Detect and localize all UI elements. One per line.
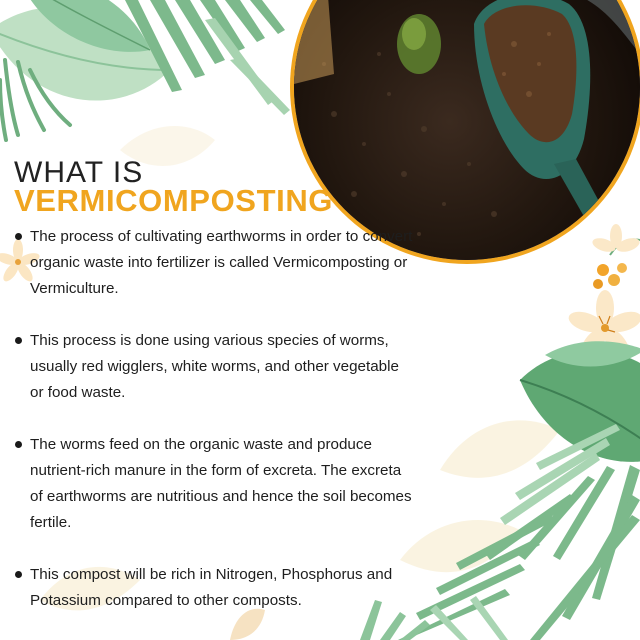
page-title-line1: WHAT IS xyxy=(14,156,144,189)
bullet-dot-icon xyxy=(15,337,22,344)
page-title-line2: VERMICOMPOSTING xyxy=(14,183,334,218)
bullet-text: The process of cultivating earthworms in order to convert organic waste into fertilizer is called Vermicomposting or Vermiculture. xyxy=(30,228,413,297)
bullet-text: This compost will be rich in Nitrogen, Phosphorus and Potassium compared to other composts. xyxy=(30,566,393,609)
bullet-text: The worms feed on the organic waste and produce nutrient-rich manure in the form of excreta. The excreta of earthworms are nutritious and hence the soil becomes fertile. xyxy=(30,436,412,531)
bullet-dot-icon xyxy=(15,233,22,240)
bullet-text: This process is done using various species of worms, usually red wigglers, white worms, and other vegetable or food waste. xyxy=(30,332,399,401)
list-item xyxy=(14,562,414,614)
bullet-dot-icon xyxy=(15,571,22,578)
flower-icon xyxy=(591,224,640,254)
bullet-list xyxy=(14,224,414,640)
list-item xyxy=(14,224,414,302)
list-item xyxy=(14,432,414,536)
bullet-dot-icon xyxy=(15,441,22,448)
list-item xyxy=(14,328,414,406)
